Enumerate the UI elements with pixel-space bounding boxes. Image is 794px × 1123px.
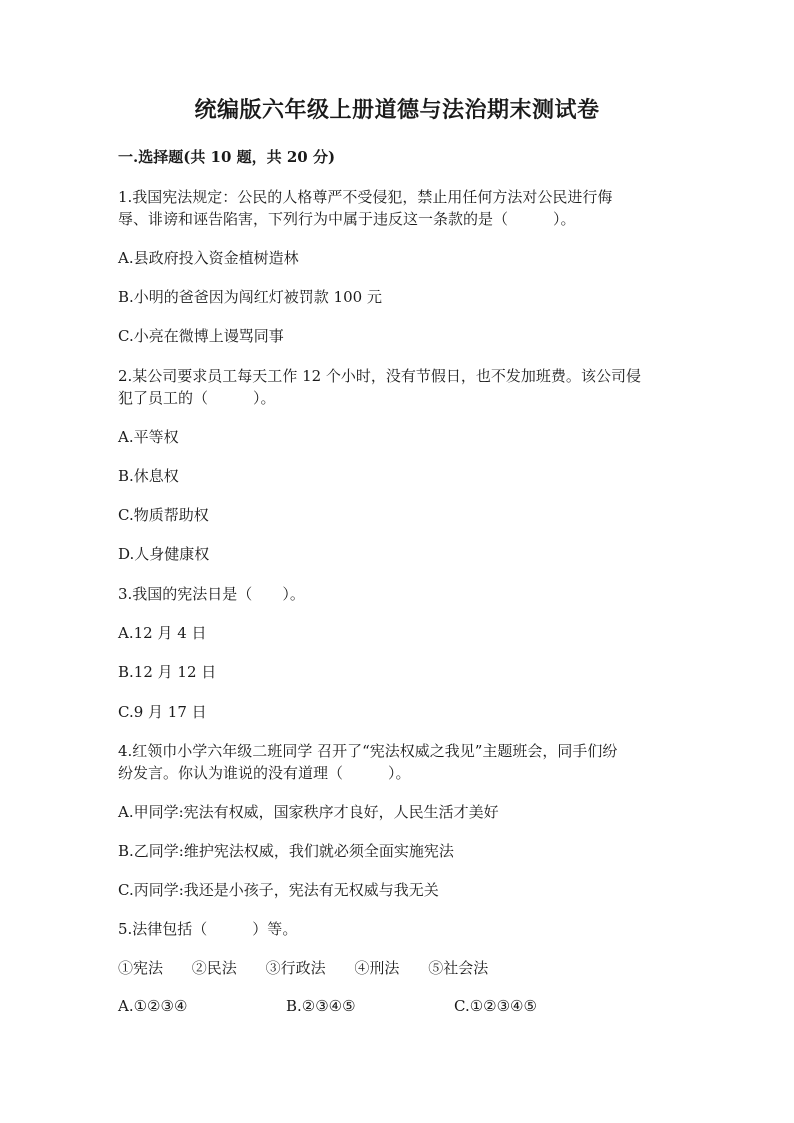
question-5-item-5: ⑤社会法 xyxy=(428,959,489,977)
question-2-line-1: 2.某公司要求员工每天工作 12 个小时，没有节假日，也不发加班费。该公司侵 xyxy=(118,367,641,385)
question-3-option-b: B.12 月 12 日 xyxy=(118,663,217,681)
question-4-option-b: B.乙同学:维护宪法权威，我们就必须全面实施宪法 xyxy=(118,842,454,860)
question-4-line-2: 纷发言。你认为谁说的没有道理（ ）。 xyxy=(118,764,411,782)
question-1-option-c: C.小亮在微博上谩骂同事 xyxy=(118,327,284,345)
question-2-option-d: D.人身健康权 xyxy=(118,545,210,563)
question-3-option-c: C.9 月 17 日 xyxy=(118,703,207,721)
question-5-item-2: ②民法 xyxy=(191,959,237,977)
question-2-option-c: C.物质帮助权 xyxy=(118,506,209,524)
question-1-line-1: 1.我国宪法规定：公民的人格尊严不受侵犯，禁止用任何方法对公民进行侮 xyxy=(118,188,613,206)
question-5-option-c: C.①②③④⑤ xyxy=(454,997,537,1015)
question-5-option-b: B.②③④⑤ xyxy=(286,997,356,1015)
question-5-option-a: A.①②③④ xyxy=(118,997,188,1015)
question-2-option-b: B.休息权 xyxy=(118,467,179,485)
section-heading: 一.选择题(共 10 题，共 20 分) xyxy=(118,148,336,166)
question-4-option-c: C.丙同学:我还是小孩子，宪法有无权威与我无关 xyxy=(118,881,439,899)
question-5-item-3: ③行政法 xyxy=(265,959,326,977)
question-2-option-a: A.平等权 xyxy=(118,428,179,446)
question-5-line-1: 5.法律包括（ ）等。 xyxy=(118,920,298,938)
question-3-option-a: A.12 月 4 日 xyxy=(118,624,207,642)
question-4-option-a: A.甲同学:宪法有权威，国家秩序才良好，人民生活才美好 xyxy=(118,803,499,821)
question-4-line-1: 4.红领巾小学六年级二班同学 召开了“宪法权威之我见”主题班会，同手们纷 xyxy=(118,742,618,760)
question-5-item-4: ④刑法 xyxy=(354,959,400,977)
question-2-line-2: 犯了员工的（ ）。 xyxy=(118,389,276,407)
question-1-line-2: 辱、诽谤和诬告陷害，下列行为中属于违反这一条款的是（ ）。 xyxy=(118,210,576,228)
question-3-line-1: 3.我国的宪法日是（ ）。 xyxy=(118,585,305,603)
question-1-option-b: B.小明的爸爸因为闯红灯被罚款 100 元 xyxy=(118,288,382,306)
page-title: 统编版六年级上册道德与法治期末测试卷 xyxy=(194,97,600,123)
question-5-item-1: ①宪法 xyxy=(118,959,164,977)
question-5-items xyxy=(118,957,512,978)
question-1-option-a: A.县政府投入资金植树造林 xyxy=(118,249,299,267)
